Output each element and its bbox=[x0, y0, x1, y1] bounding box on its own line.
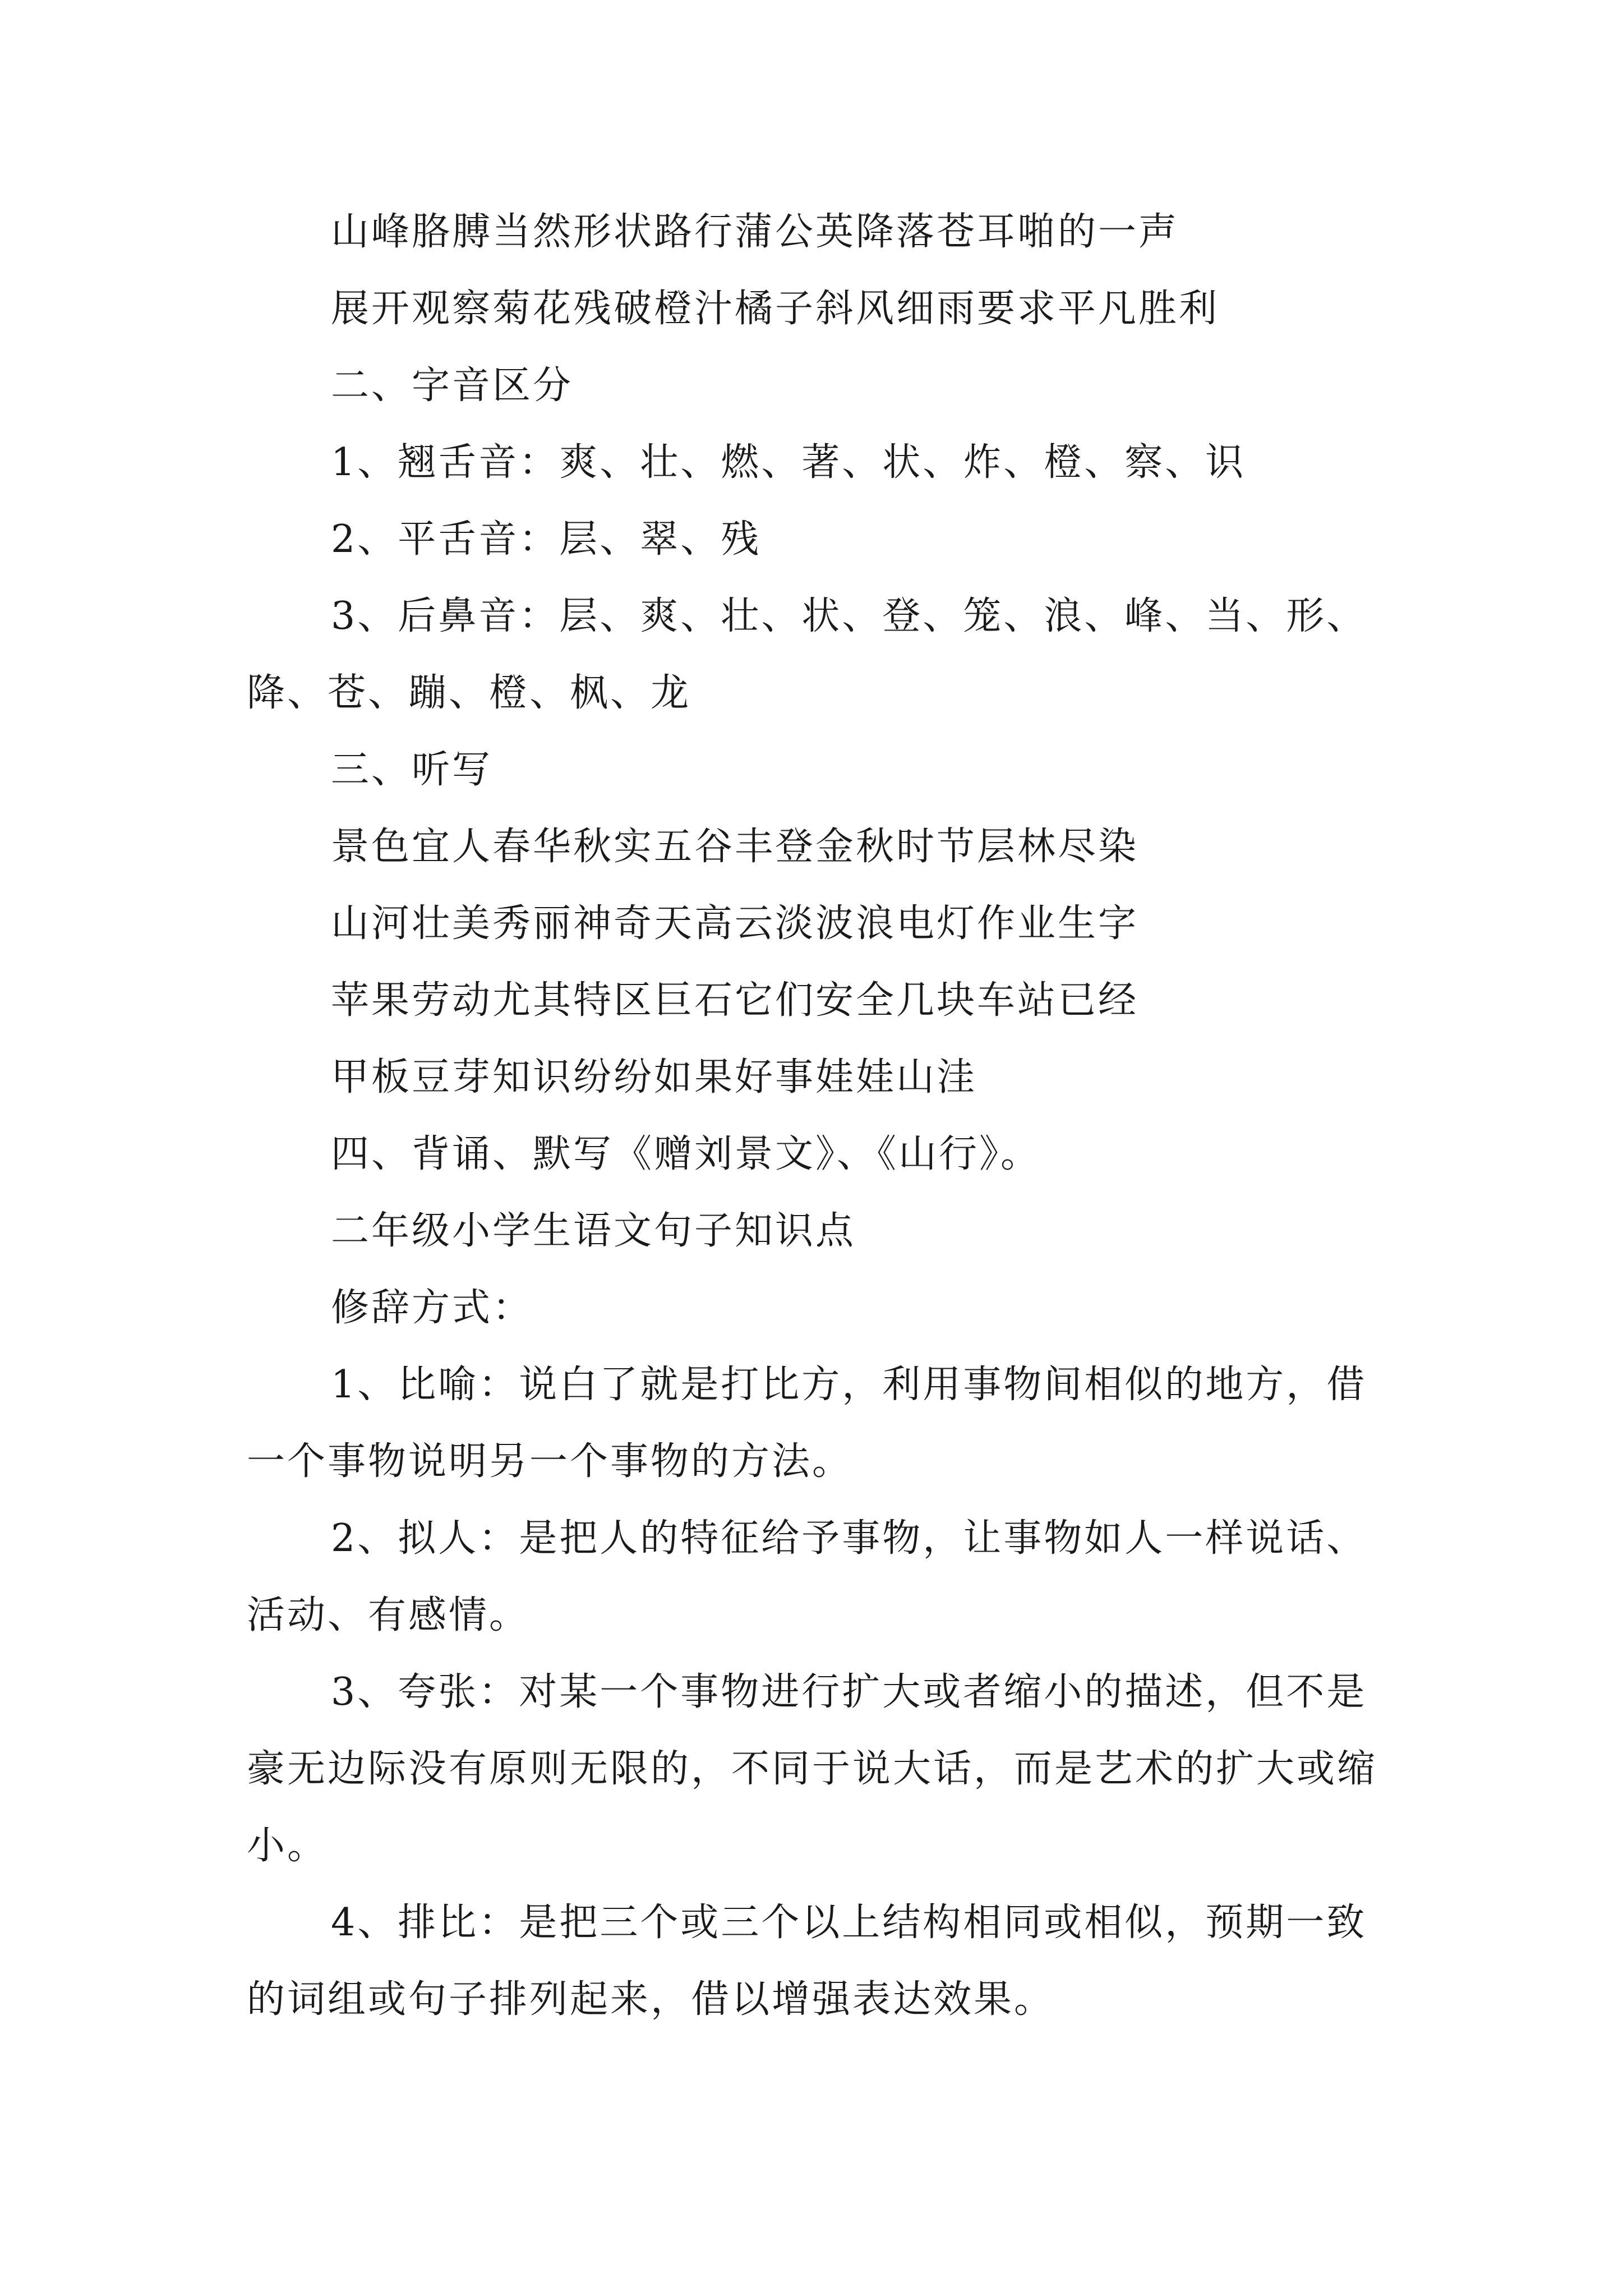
vocab-line: 山峰胳膊当然形状路行蒲公英降落苍耳啪的一声 bbox=[331, 210, 1179, 254]
rhetoric-paragraph: 4、排比：是把三个或三个以上结构相同或相似，预期一致的词组或句子排列起来，借以增强表达效果。 bbox=[247, 1901, 1367, 2022]
dictation-line: 景色宜人春华秋实五谷丰登金秋时节层林尽染 bbox=[331, 825, 1139, 869]
document-body bbox=[247, 194, 1391, 2038]
rhetoric-paragraph: 2、拟人：是把人的特征给予事物，让事物如人一样说话、活动、有感情。 bbox=[247, 1516, 1367, 1637]
section-heading: 三、听写 bbox=[331, 748, 493, 792]
dictation-line: 苹果劳动尤其特区巨石它们安全几块车站已经 bbox=[331, 978, 1139, 1023]
dictation-line: 甲板豆芽知识纷纷如果好事娃娃山洼 bbox=[331, 1055, 978, 1099]
pronunciation-item: 1、翘舌音：爽、壮、燃、著、状、炸、橙、察、识 bbox=[331, 440, 1246, 485]
pronunciation-item: 3、后鼻音：层、爽、壮、状、登、笼、浪、峰、当、形、降、苍、蹦、橙、枫、龙 bbox=[247, 594, 1367, 715]
dictation-line: 山河壮美秀丽神奇天高云淡波浪电灯作业生字 bbox=[331, 901, 1139, 946]
rhetoric-paragraph: 3、夸张：对某一个事物进行扩大或者缩小的描述，但不是豪无边际没有原则无限的，不同于说大话，而是艺术的扩大或缩小。 bbox=[247, 1670, 1378, 1868]
article-subtitle: 修辞方式： bbox=[331, 1286, 533, 1330]
rhetoric-paragraph: 1、比喻：说白了就是打比方，利用事物间相似的地方，借一个事物说明另一个事物的方法。 bbox=[247, 1363, 1367, 1484]
vocab-line: 展开观察菊花残破橙汁橘子斜风细雨要求平凡胜利 bbox=[331, 287, 1220, 331]
pronunciation-item: 2、平舌音：层、翠、残 bbox=[331, 517, 762, 562]
article-title: 二年级小学生语文句子知识点 bbox=[331, 1209, 856, 1253]
section-heading: 二、字音区分 bbox=[331, 364, 574, 408]
section-heading: 四、背诵、默写《赠刘景文》、《山行》。 bbox=[331, 1132, 1041, 1176]
